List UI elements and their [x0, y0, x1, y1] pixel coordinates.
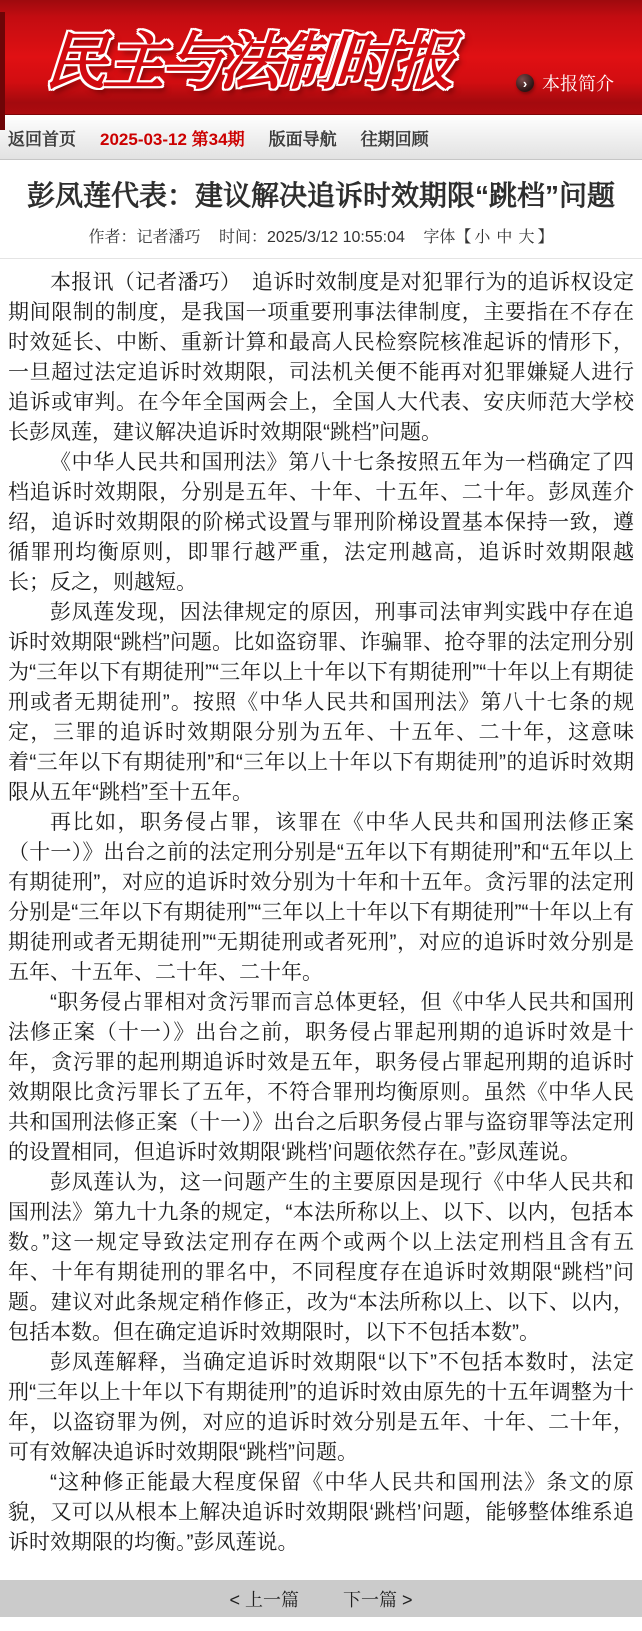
nav-item-page-navigation[interactable]: 版面导航 [268, 129, 337, 149]
next-article-link[interactable]: 下一篇 > [343, 1589, 413, 1610]
font-size-bracket-open: 【 [455, 229, 472, 246]
font-size-large-button[interactable]: 大 [518, 229, 535, 246]
chevron-right-icon: › [516, 74, 534, 92]
byline-time: 时间：2025/3/12 10:55:04 [219, 229, 405, 246]
article-header [0, 177, 642, 259]
article-byline [0, 224, 642, 259]
article-paragraph: 本报讯（记者潘巧） 追诉时效制度是对犯罪行为的追诉权设定期间限制的制度，是我国一项重要刑事法律制度，主要指在不存在时效延长、中断、重新计算和最高人民检察院核准起诉的情形下，一旦超过法定追诉时效期限，司法机关便不能再对犯罪嫌疑人进行追诉或审判。在今年全国两会上，全国人大代表、安庆师范大学校长彭凤莲，建议解决追诉时效期限“跳档”问题。 [8, 271, 634, 444]
article-paragraph: 彭凤莲认为，这一问题产生的主要原因是现行《中华人民共和国刑法》第九十九条的规定，“本法所称以上、以下、以内，包括本数。”这一规定导致法定刑存在两个或两个以上法定刑档且含有五年、十年有期徒刑的罪名中，不同程度存在追诉时效期限“跳档”问题。建议对此条规定稍作修正，改为“本法所称以上、以下、以内，包括本数。但在确定追诉时效期限时，以下不包括本数”。 [8, 1171, 634, 1344]
font-size-bracket-close: 】 [537, 229, 554, 246]
article-paragraph: 再比如，职务侵占罪，该罪在《中华人民共和国刑法修正案（十一）》出台之前的法定刑分别是“五年以下有期徒刑”和“五年以上有期徒刑”，对应的追诉时效分别为十年和十五年。贪污罪的法定刑分别是“三年以下有期徒刑”“三年以上十年以下有期徒刑”“十年以上有期徒刑或者无期徒刑”“无期徒刑或者死刑”，对应的追诉时效分别是五年、十五年、二十年、二十年。 [8, 811, 634, 984]
paper-intro-link[interactable] [516, 70, 614, 96]
article-paragraph: 彭凤莲解释，当确定追诉时效期限“以下”不包括本数时，法定刑“三年以上十年以下有期徒刑”的追诉时效由原先的十五年调整为十年，以盗窃罪为例，对应的追诉时效分别是五年、十年、二十年，可有效解决追诉时效期限“跳档”问题。 [8, 1351, 634, 1464]
font-size-control [423, 229, 553, 246]
previous-article-link[interactable]: < 上一篇 [229, 1589, 299, 1610]
nav-item-past-issues[interactable]: 往期回顾 [360, 129, 429, 149]
banner-left-accent [0, 12, 5, 130]
nav-item-current-issue[interactable]: 2025-03-12 第34期 [100, 129, 245, 149]
article-pager [0, 1580, 642, 1617]
newspaper-logo[interactable]: 民主与法制时报 [43, 28, 455, 97]
font-size-label: 字体 [423, 229, 456, 246]
masthead-banner [0, 0, 642, 115]
byline-author: 作者：记者潘巧 [88, 229, 201, 246]
paper-intro-label: 本报简介 [542, 74, 614, 94]
article-paragraph: “职务侵占罪相对贪污罪而言总体更轻，但《中华人民共和国刑法修正案（十一）》出台之前，职务侵占罪起刑期的追诉时效是十年，贪污罪的起刑期追诉时效是五年，职务侵占罪起刑期的追诉时效期限比贪污罪长了五年，不符合罪刑均衡原则。虽然《中华人民共和国刑法修正案（十一）》出台之后职务侵占罪与盗窃罪等法定刑的设置相同，但追诉时效期限‘跳档’问题依然存在。”彭凤莲说。 [8, 991, 634, 1164]
nav-item-home[interactable]: 返回首页 [8, 129, 76, 149]
article-body [0, 259, 642, 1580]
nav-bar [0, 115, 642, 160]
font-size-medium-button[interactable]: 中 [496, 229, 513, 246]
font-size-small-button[interactable]: 小 [474, 229, 491, 246]
article-paragraph: “这种修正能最大程度保留《中华人民共和国刑法》条文的原貌，又可以从根本上解决追诉时效期限‘跳档’问题，能够整体维系追诉时效期限的均衡。”彭凤莲说。 [8, 1471, 634, 1554]
article-paragraph: 《中华人民共和国刑法》第八十七条按照五年为一档确定了四档追诉时效期限，分别是五年、十年、十五年、二十年。彭凤莲介绍，追诉时效期限的阶梯式设置与罪刑阶梯设置基本保持一致，遵循罪刑均衡原则，即罪行越严重，法定刑越高，追诉时效期限越长；反之，则越短。 [8, 451, 634, 594]
article-title: 彭凤莲代表：建议解决追诉时效期限“跳档”问题 [26, 180, 615, 211]
article-paragraph: 彭凤莲发现，因法律规定的原因，刑事司法审判实践中存在追诉时效期限“跳档”问题。比如盗窃罪、诈骗罪、抢夺罪的法定刑分别为“三年以下有期徒刑”“三年以上十年以下有期徒刑”“十年以上有期徒刑或者无期徒刑”。按照《中华人民共和国刑法》第八十七条的规定，三罪的追诉时效期限分别为五年、十五年、二十年，这意味着“三年以下有期徒刑”和“三年以上十年以下有期徒刑”的追诉时效期限从五年“跳档”至十五年。 [8, 601, 634, 804]
